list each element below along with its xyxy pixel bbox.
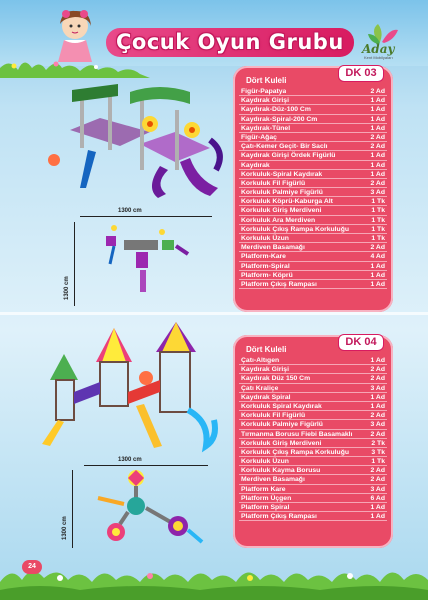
- parts-row: [239, 151, 387, 160]
- part-quantity: 1 Ad: [370, 97, 385, 105]
- parts-row: [239, 105, 387, 114]
- parts-row: [239, 393, 387, 402]
- part-quantity: 2 Ad: [370, 143, 385, 151]
- part-name: Kaydırak Spiral: [241, 393, 291, 401]
- part-name: Tırmanma Borusu Fiebi Basamaklı: [241, 430, 353, 438]
- part-name: Figür-Papatya: [241, 88, 287, 95]
- part-name: Korkuluk Spiral Kaydırak: [241, 402, 322, 410]
- part-name: Merdiven Basamağı: [241, 244, 305, 252]
- parts-row: [239, 216, 387, 225]
- part-quantity: 4 Ad: [370, 253, 385, 261]
- height-dimension-line-dk04: [72, 470, 73, 548]
- parts-row: [239, 243, 387, 252]
- part-quantity: 3 Ad: [370, 189, 385, 197]
- part-quantity: 1 Tk: [371, 216, 385, 224]
- part-name: Korkuluk Köprü-Kaburga Alt: [241, 198, 333, 206]
- part-quantity: 2 Ad: [370, 430, 385, 438]
- parts-row: [239, 188, 387, 197]
- parts-list-dk04: [239, 356, 387, 521]
- parts-row: [239, 420, 387, 429]
- parts-row: [239, 439, 387, 448]
- part-quantity: 2 Ad: [370, 375, 385, 383]
- parts-row: [239, 225, 387, 234]
- part-quantity: 1 Ad: [370, 124, 385, 132]
- height-dimension-dk04: 1300 cm: [62, 516, 68, 540]
- part-quantity: 3 Ad: [370, 421, 385, 429]
- width-dimension-dk03: 1300 cm: [118, 208, 142, 214]
- part-name: Platform Çıkış Rampası: [241, 513, 317, 521]
- parts-row: [239, 503, 387, 512]
- part-quantity: 3 Tk: [371, 448, 385, 456]
- part-quantity: 1 Ad: [370, 504, 385, 511]
- parts-row: [239, 466, 387, 475]
- product-label-dk04: Dört Kuleli: [246, 345, 287, 354]
- parts-row: [239, 485, 387, 494]
- part-quantity: 1 Ad: [370, 271, 385, 279]
- page-number: 24: [22, 560, 42, 574]
- part-quantity: 1 Ad: [370, 262, 385, 270]
- brand-name: Aday: [362, 42, 395, 56]
- part-name: Platform-Spiral: [241, 262, 290, 270]
- parts-row: [239, 262, 387, 271]
- part-name: Korkuluk Kayma Borusu: [241, 467, 321, 475]
- part-name: Korkuluk Çıkış Rampa Korkuluğu: [241, 225, 350, 233]
- parts-row: [239, 457, 387, 466]
- part-quantity: 1 Tk: [371, 207, 385, 215]
- part-name: Platform-Kare: [241, 253, 286, 261]
- part-name: Kaydırak Girişi Ördek Figürlü: [241, 152, 336, 160]
- part-quantity: 2 Ad: [370, 179, 385, 187]
- part-quantity: 1 Ad: [370, 106, 385, 114]
- product-code-dk03: DK 03: [338, 65, 384, 82]
- part-quantity: 1 Ad: [370, 115, 385, 123]
- parts-row: [239, 280, 387, 289]
- part-name: Çatı Kraliçe: [241, 384, 279, 392]
- parts-row: [239, 179, 387, 188]
- part-quantity: 1 Tk: [371, 235, 385, 242]
- part-quantity: 2 Ad: [370, 244, 385, 252]
- part-name: Platform Üçgen: [241, 494, 292, 502]
- part-quantity: 1 Ad: [370, 280, 385, 288]
- part-name: Platform Kare: [241, 485, 286, 493]
- parts-row: [239, 124, 387, 133]
- parts-row: [239, 384, 387, 393]
- section-divider: [0, 312, 428, 315]
- parts-row: [239, 448, 387, 457]
- part-name: Çatı-Kemer Geçit- Bir Saclı: [241, 143, 328, 151]
- parts-row: [239, 365, 387, 374]
- part-quantity: 2 Ad: [370, 88, 385, 95]
- part-name: Korkuluk Palmiye Figürlü: [241, 421, 323, 429]
- part-name: Korkuluk Üzun: [241, 235, 289, 242]
- part-name: Korkuluk Palmiye Figürlü: [241, 189, 323, 197]
- part-name: Korkuluk Fil Figürlü: [241, 179, 306, 187]
- parts-row: [239, 402, 387, 411]
- part-quantity: 3 Ad: [370, 384, 385, 392]
- parts-row: [239, 96, 387, 105]
- part-quantity: 1 Ad: [370, 357, 385, 364]
- parts-row: [239, 356, 387, 365]
- part-name: Platform Çıkış Rampası: [241, 280, 317, 288]
- page-title: Çocuk Oyun Grubu: [106, 28, 354, 57]
- product-label-dk03: Dört Kuleli: [246, 76, 287, 85]
- part-quantity: 1 Ad: [370, 402, 385, 410]
- part-name: Platform Spiral: [241, 504, 290, 511]
- part-name: Korkuluk Fil Figürlü: [241, 412, 306, 420]
- parts-row: [239, 161, 387, 170]
- part-quantity: 1 Ad: [370, 170, 385, 178]
- part-name: Korkuluk Üzun: [241, 458, 289, 466]
- height-dimension-dk03: 1300 cm: [64, 276, 70, 300]
- parts-row: [239, 87, 387, 96]
- part-name: Korkuluk-Spiral Kaydırak: [241, 170, 323, 178]
- part-quantity: 2 Ad: [370, 476, 385, 484]
- part-name: Figür-Ağaç: [241, 133, 277, 141]
- part-name: Korkuluk Giriş Merdiveni: [241, 439, 322, 447]
- part-name: Kaydırak Düz 150 Cm: [241, 375, 311, 383]
- floor-plan-dk03: [84, 222, 204, 306]
- part-quantity: 1 Ad: [370, 161, 385, 169]
- parts-row: [239, 430, 387, 439]
- parts-row: [239, 234, 387, 243]
- part-quantity: 2 Ad: [370, 366, 385, 374]
- part-quantity: 1 Tk: [371, 225, 385, 233]
- width-dimension-line-dk04: [84, 465, 208, 466]
- part-name: Korkuluk Giriş Merdiveni: [241, 207, 322, 215]
- parts-row: [239, 374, 387, 383]
- product-photo-dk04: [38, 322, 230, 454]
- parts-row: [239, 271, 387, 280]
- part-quantity: 1 Ad: [370, 152, 385, 160]
- parts-row: [239, 142, 387, 151]
- part-quantity: 2 Ad: [370, 133, 385, 141]
- part-name: Kaydırak Girişi: [241, 366, 289, 374]
- part-name: Korkuluk Çıkış Rampa Korkuluğu: [241, 448, 350, 456]
- part-name: Korkuluk Ara Merdiven: [241, 216, 316, 224]
- parts-list-dk03: [239, 87, 387, 289]
- part-name: Kaydırak-Spiral-200 Cm: [241, 115, 318, 123]
- part-name: Çatı-Altıgen: [241, 357, 280, 364]
- part-quantity: 2 Ad: [370, 412, 385, 420]
- part-quantity: 1 Ad: [370, 513, 385, 521]
- part-name: Kaydırak-Tünel: [241, 124, 291, 132]
- part-quantity: 6 Ad: [370, 494, 385, 502]
- part-quantity: 2 Ad: [370, 467, 385, 475]
- part-quantity: 1 Ad: [370, 393, 385, 401]
- part-quantity: 1 Tk: [371, 458, 385, 466]
- part-name: Platform- Köprü: [241, 271, 293, 279]
- parts-row: [239, 411, 387, 420]
- parts-row: [239, 512, 387, 521]
- width-dimension-line: [80, 216, 212, 217]
- part-quantity: 3 Ad: [370, 485, 385, 493]
- parts-row: [239, 252, 387, 261]
- parts-row: [239, 115, 387, 124]
- parts-row: [239, 133, 387, 142]
- parts-row: [239, 170, 387, 179]
- part-name: Kaydırak: [241, 161, 270, 169]
- parts-row: [239, 494, 387, 503]
- part-quantity: 1 Tk: [371, 198, 385, 206]
- height-dimension-line: [74, 222, 75, 306]
- parts-row: [239, 197, 387, 206]
- parts-row: [239, 206, 387, 215]
- part-name: Kaydırak-Düz-100 Cm: [241, 106, 311, 114]
- product-code-dk04: DK 04: [338, 334, 384, 351]
- product-photo-dk03: [40, 70, 230, 205]
- parts-row: [239, 475, 387, 484]
- part-name: Kaydırak Girişi: [241, 97, 289, 105]
- part-quantity: 2 Tk: [371, 439, 385, 447]
- brand-tagline: Kent Mobilyaları: [364, 55, 393, 60]
- part-name: Merdiven Basamağı: [241, 476, 305, 484]
- grass-decoration-bottom: [0, 560, 428, 600]
- width-dimension-dk04: 1300 cm: [118, 457, 142, 463]
- floor-plan-dk04: [84, 468, 208, 550]
